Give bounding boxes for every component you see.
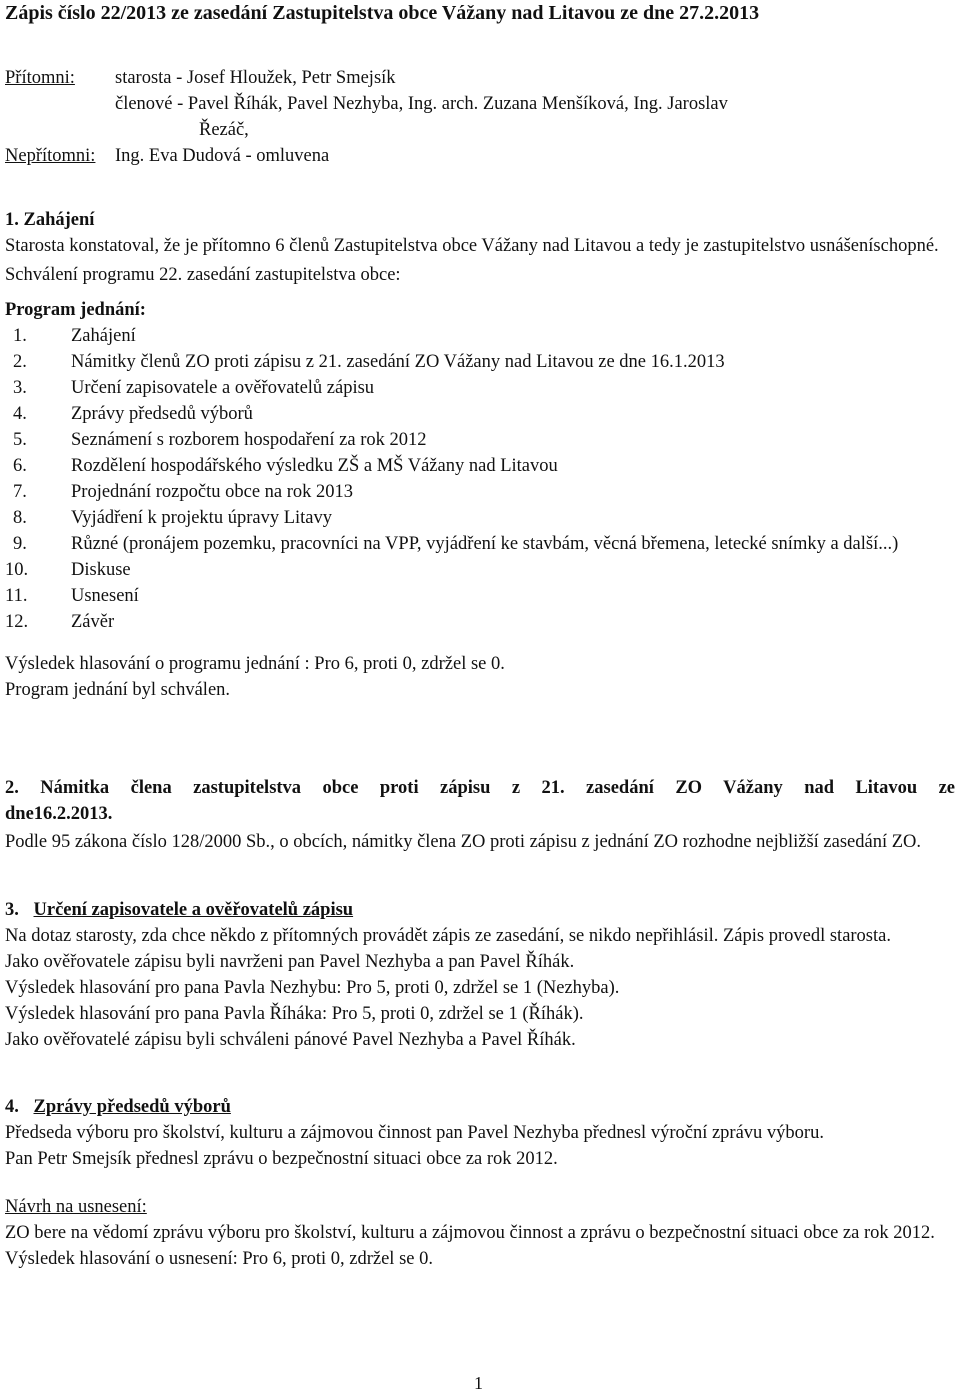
proposal-label: Návrh na usnesení: — [5, 1197, 147, 1217]
section-2-text: Podle 95 zákona číslo 128/2000 Sb., o obcích, námitky člena ZO proti zápisu z jednání ZO rozhodne nejbližší zasedání ZO. — [5, 832, 922, 852]
absent-value: Ing. Eva Dudová - omluvena — [115, 146, 330, 166]
document-title: Zápis číslo 22/2013 ze zasedání Zastupitelstva obce Vážany nad Litavou ze dne 27.2.2013 — [5, 2, 760, 24]
section-2 — [5, 775, 955, 855]
proposal-text: ZO bere na vědomí zprávu výboru pro školství, kulturu a zájmovou činnost a zprávu o bezpečnostní situaci obce za rok 2012. — [5, 1223, 935, 1243]
section-1-heading: 1. Zahájení — [5, 210, 95, 230]
present-line-3: Řezáč, — [199, 120, 249, 140]
list-item: 12. Závěr — [5, 612, 115, 632]
section-4-heading — [5, 1094, 955, 1120]
list-item: 8. Vyjádření k projektu úpravy Litavy — [13, 508, 332, 528]
present-line-1: starosta - Josef Hloužek, Petr Smejsík — [115, 68, 396, 88]
section-2-heading-line-1: 2. Námitka člena zastupitelstva obce proti zápisu z 21. zasedání ZO Vážany nad Litavou ze — [5, 778, 955, 798]
section-3 — [5, 897, 955, 1053]
list-item: 9. Různé (pronájem pozemku, pracovníci na VPP, vyjádření ke stavbám, věcná břemena, letecké snímky a další...) — [13, 534, 899, 554]
program-list — [5, 323, 955, 635]
section-3-heading — [5, 897, 955, 923]
attendance-block — [5, 65, 945, 169]
section-2-heading-line-2: dne16.2.2013. — [5, 804, 113, 824]
absent-label: Nepřítomni: — [5, 146, 96, 166]
section-3-paragraph-5: Jako ověřovatelé zápisu byli schváleni pánové Pavel Nezhyba a Pavel Říhák. — [5, 1030, 576, 1050]
list-item: 6. Rozdělení hospodářského výsledku ZŠ a MŠ Vážany nad Litavou — [13, 456, 558, 476]
program-approval-text: Schválení programu 22. zasedání zastupitelstva obce: — [5, 265, 401, 285]
section-3-paragraph-2: Jako ověřovatele zápisu byli navrženi pan Pavel Nezhyba a pan Pavel Říhák. — [5, 952, 575, 972]
section-3-paragraph-1: Na dotaz starosty, zda chce někdo z přítomných provádět zápis ze zasedání, se nikdo nepřihlásil. Zápis provedl starosta. — [5, 926, 891, 946]
section-3-number: 3. — [5, 900, 19, 920]
proposal-vote-result: Výsledek hlasování o usnesení: Pro 6, proti 0, zdržel se 0. — [5, 1249, 433, 1269]
section-1-text: Starosta konstatoval, že je přítomno 6 členů Zastupitelstva obce Vážany nad Litavou a tedy je zastupitelstvo usnášeníschopné. — [5, 236, 939, 256]
section-1 — [5, 207, 955, 703]
program-approved: Program jednání byl schválen. — [5, 680, 231, 700]
section-4 — [5, 1094, 955, 1272]
section-3-title: Určení zapisovatele a ověřovatelů zápisu — [33, 900, 354, 920]
section-4-title: Zprávy předsedů výborů — [33, 1097, 231, 1117]
section-4-paragraph-1: Předseda výboru pro školství, kulturu a zájmovou činnost pan Pavel Nezhyba přednesl výroční zprávu výboru. — [5, 1123, 824, 1143]
program-heading: Program jednání: — [5, 300, 146, 320]
list-item: 5. Seznámení s rozborem hospodaření za rok 2012 — [13, 430, 427, 450]
list-item: 11. Usnesení — [5, 586, 139, 606]
list-item: 7. Projednání rozpočtu obce na rok 2013 — [13, 482, 354, 502]
section-4-number: 4. — [5, 1097, 19, 1117]
list-item: 10. Diskuse — [5, 560, 131, 580]
section-4-paragraph-2: Pan Petr Smejsík přednesl zprávu o bezpečnostní situaci obce za rok 2012. — [5, 1149, 558, 1169]
list-item: 2. Námitky členů ZO proti zápisu z 21. zasedání ZO Vážany nad Litavou ze dne 16.1.2013 — [13, 352, 725, 372]
list-item: 1. Zahájení — [13, 326, 136, 346]
page-number: 1 — [474, 1373, 483, 1393]
list-item: 4. Zprávy předsedů výborů — [13, 404, 253, 424]
section-3-paragraph-4: Výsledek hlasování pro pana Pavla Říháka: Pro 5, proti 0, zdržel se 1 (Říhák). — [5, 1004, 584, 1024]
present-line-2: členové - Pavel Říhák, Pavel Nezhyba, Ing. arch. Zuzana Menšíková, Ing. Jaroslav — [115, 94, 728, 114]
list-item: 3. Určení zapisovatele a ověřovatelů zápisu — [13, 378, 375, 398]
program-vote-result: Výsledek hlasování o programu jednání : Pro 6, proti 0, zdržel se 0. — [5, 654, 505, 674]
section-3-paragraph-3: Výsledek hlasování pro pana Pavla Nezhybu: Pro 5, proti 0, zdržel se 1 (Nezhyba). — [5, 978, 620, 998]
present-label: Přítomni: — [5, 68, 75, 88]
